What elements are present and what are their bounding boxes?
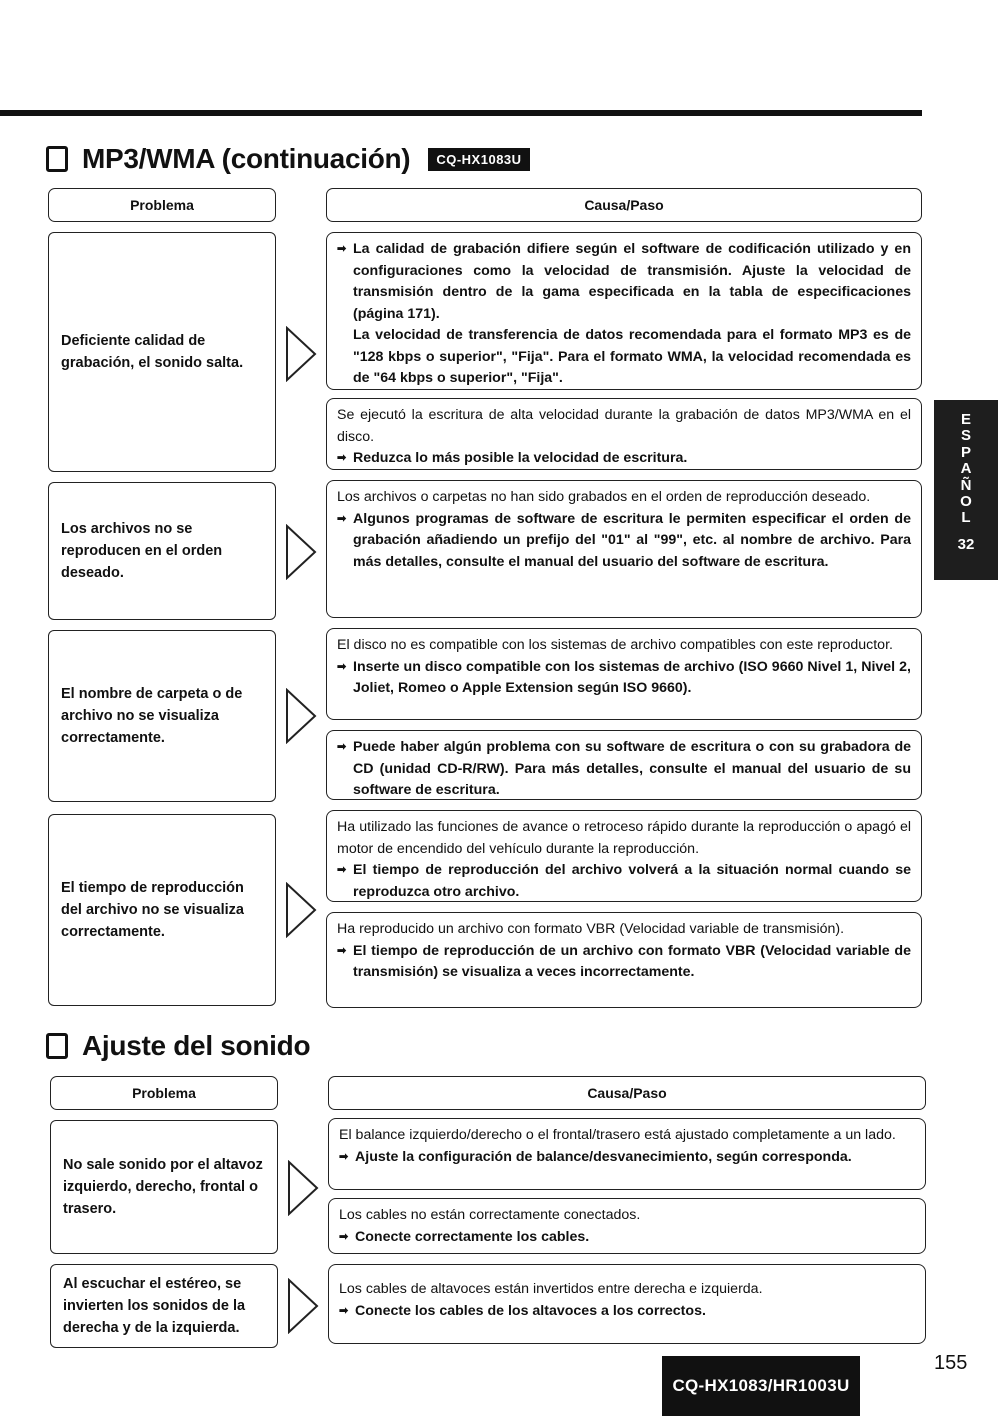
language-side-tab [934, 400, 998, 580]
section-bullet-icon [46, 1033, 68, 1059]
cause-box [328, 1264, 926, 1344]
header-problem: Problema [50, 1076, 278, 1110]
arrow-right-icon [286, 1160, 320, 1216]
problem-box [48, 482, 276, 620]
cause-text: Ha reproducido un archivo con formato VBR (Velocidad variable de transmisión). [337, 921, 845, 937]
problem-text: El tiempo de reproducción del archivo no se visualiza correctamente. [61, 880, 244, 940]
page-number: 155 [934, 1352, 968, 1374]
section-title-mp3 [46, 143, 530, 175]
cause-step: ➡ Ajuste la configuración de balance/desvanecimiento, según corresponda. [339, 1147, 915, 1169]
cause-text: Los archivos o carpetas no han sido grabados en el orden de reproducción deseado. [337, 489, 871, 505]
section-title-sound [46, 1030, 310, 1062]
cause-box [328, 1118, 926, 1190]
model-badge: CQ-HX1083U [428, 148, 529, 171]
cause-text: Los cables de altavoces están invertidos entre derecha e izquierda. [339, 1281, 763, 1297]
side-tab-letter: Ñ [960, 476, 972, 494]
cause-text: Se ejecutó la escritura de alta velocidad durante la grabación de datos MP3/WMA en el disco. [337, 407, 911, 445]
cause-box [326, 232, 922, 390]
problem-text: Los archivos no se reproducen en el orden deseado. [61, 521, 223, 581]
side-tab-page: 32 [957, 535, 975, 553]
header-cause: Causa/Paso [328, 1076, 926, 1110]
arrow-right-icon [284, 524, 318, 580]
side-tab-letter: A [960, 460, 972, 478]
problem-text: El nombre de carpeta o de archivo no se visualiza correctamente. [61, 686, 243, 746]
cause-step: ➡ Inserte un disco compatible con los sistemas de archivo (ISO 9660 Nivel 1, Nivel 2, Joliet, Romeo o Apple Extension según ISO 9660). [337, 657, 911, 700]
cause-step: ➡ El tiempo de reproducción del archivo volverá a la situación normal cuando se reproduzca otro archivo. [337, 860, 911, 903]
problem-box [50, 1120, 278, 1254]
section-title-text: Ajuste del sonido [82, 1030, 311, 1061]
cause-text: Ha utilizado las funciones de avance o retroceso rápido durante la reproducción o apagó el motor de encendido del vehículo durante la reproducción. [337, 819, 911, 857]
cause-box [326, 398, 922, 470]
cause-step: ➡ Puede haber algún problema con su software de escritura o con su grabadora de CD (unidad CD-R/RW). Para más detalles, consulte el manual del usuario de su software de escritura. [337, 737, 911, 802]
arrow-right-icon [286, 1278, 320, 1334]
cause-step: ➡ La calidad de grabación difiere según el software de codificación utilizado y en configuraciones como la velocidad de transmisión. Ajuste la velocidad de transmisión dentro de la gama especificada en la tabla de especificaciones (página 171). [337, 239, 911, 325]
cause-text: El disco no es compatible con los sistemas de archivo compatibles con este reproductor. [337, 637, 893, 653]
top-rule [0, 110, 922, 116]
cause-text: Los cables no están correctamente conectados. [339, 1207, 641, 1223]
problem-text: Al escuchar el estéreo, se invierten los sonidos de la derecha y de la izquierda. [63, 1276, 246, 1336]
cause-extra: La velocidad de transferencia de datos recomendada para el formato MP3 es de "128 kbps o superior", "Fija". Para el formato WMA, la velocidad recomendada es de "64 kbps o superior", "Fija". [353, 327, 911, 386]
side-tab-letter: P [960, 443, 971, 461]
side-tab-letter: O [960, 493, 972, 511]
cause-box [326, 810, 922, 902]
cause-box [326, 730, 922, 800]
side-tab-letter: S [960, 427, 971, 445]
cause-step: ➡ Conecte los cables de los altavoces a los correctos. [339, 1301, 915, 1323]
cause-box [326, 628, 922, 720]
arrow-right-icon [284, 326, 318, 382]
problem-text: No sale sonido por el altavoz izquierdo, derecho, frontal o trasero. [63, 1157, 263, 1217]
cause-step: ➡ Conecte correctamente los cables. [339, 1227, 915, 1249]
cause-step: ➡ El tiempo de reproducción de un archivo con formato VBR (Velocidad variable de transmisión) se visualiza a veces incorrectamente. [337, 941, 911, 984]
section-title-text: MP3/WMA (continuación) [82, 143, 411, 174]
arrow-right-icon [284, 882, 318, 938]
cause-step: ➡ Algunos programas de software de escritura le permiten especificar el orden de grabación añadiendo un prefijo del "01" al "99", etc. al nombre de archivo. Para más detalles, consulte el manual del usuario del software de escritura. [337, 509, 911, 574]
cause-step: ➡ Reduzca lo más posible la velocidad de escritura. [337, 448, 911, 470]
problem-box [48, 232, 276, 472]
cause-text: El balance izquierdo/derecho o el frontal/trasero está ajustado completamente a un lado. [339, 1127, 896, 1143]
cause-box [326, 912, 922, 1008]
problem-box [48, 814, 276, 1006]
header-problem: Problema [48, 188, 276, 222]
problem-box [48, 630, 276, 802]
arrow-right-icon [284, 688, 318, 744]
cause-box [328, 1198, 926, 1254]
side-tab-letter: E [960, 411, 971, 428]
problem-text: Deficiente calidad de grabación, el sonido salta. [61, 333, 244, 371]
cause-box [326, 480, 922, 618]
section-bullet-icon [46, 146, 68, 172]
side-tab-letter: L [961, 509, 971, 527]
problem-box [50, 1264, 278, 1348]
footer-model-badge: CQ-HX1083/HR1003U [662, 1356, 860, 1416]
header-cause: Causa/Paso [326, 188, 922, 222]
